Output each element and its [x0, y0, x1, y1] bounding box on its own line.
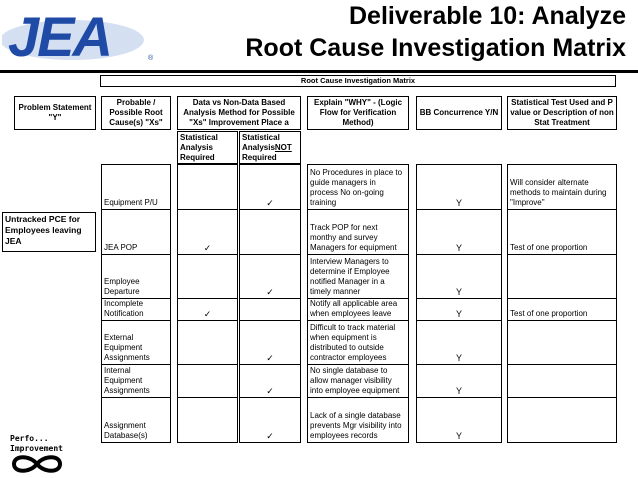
cause-cell: JEA POP — [101, 209, 171, 255]
stat-required-cell — [177, 364, 238, 398]
why-cell: No single database to allow manager visibility into employee equipment — [307, 364, 409, 398]
why-cell: Interview Managers to determine if Employee notified Manager in a timely manner — [307, 254, 409, 299]
problem-statement: Untracked PCE for Employees leaving JEA — [2, 212, 96, 252]
why-cell: Track POP for next monthy and survey Managers for equipment — [307, 209, 409, 255]
stat-not-required-cell — [239, 298, 301, 321]
stat-not-required-cell: ✓ — [239, 164, 301, 210]
bb-cell: Y — [416, 298, 502, 321]
svg-text:®: ® — [148, 55, 154, 62]
stat-not-required-cell: ✓ — [239, 364, 301, 398]
stat-required-cell: ✓ — [177, 209, 238, 255]
cause-cell: Internal Equipment Assignments — [101, 364, 171, 398]
stat-test-cell — [507, 320, 617, 365]
stat-required-cell — [177, 397, 238, 443]
bb-cell: Y — [416, 254, 502, 299]
stat-required-cell — [177, 254, 238, 299]
stat-test-cell — [507, 254, 617, 299]
header-stat-required: Statistical Analysis Required — [177, 131, 238, 164]
bb-cell: Y — [416, 209, 502, 255]
stat-not-required-cell: ✓ — [239, 254, 301, 299]
page-title-line1: Deliverable 10: Analyze — [349, 2, 626, 30]
why-cell: Lack of a single database prevents Mgr visibility into employees records — [307, 397, 409, 443]
footer-text: Perfo... Improvement — [10, 434, 63, 453]
why-cell: Difficult to track material when equipment is distributed to outside contractor employees — [307, 320, 409, 365]
stat-not-required-cell — [239, 209, 301, 255]
stat-test-cell: Test of one proportion — [507, 209, 617, 255]
header-stat: Statistical Test Used and P value or Description of non Stat Treatment — [507, 96, 617, 130]
header-bb: BB Concurrence Y/N — [416, 96, 502, 130]
stat-not-required-cell: ✓ — [239, 397, 301, 443]
stat-test-cell: Will consider alternate methods to maintain during "Improve" — [507, 164, 617, 210]
cause-cell: External Equipment Assignments — [101, 320, 171, 365]
logo-text: JEA — [8, 5, 111, 68]
header-problem: Problem Statement "Y" — [14, 96, 96, 130]
page-title-line2: Root Cause Investigation Matrix — [245, 34, 626, 62]
matrix-banner: Root Cause Investigation Matrix — [100, 75, 616, 87]
cause-cell: Assignment Database(s) — [101, 397, 171, 443]
jea-logo — [2, 4, 162, 68]
stat-test-cell — [507, 397, 617, 443]
header-method: Data vs Non-Data Based Analysis Method for Possible "Xs" Improvement Place a — [177, 96, 301, 130]
why-cell: No Procedures in place to guide managers in process No on-going training — [307, 164, 409, 210]
cause-cell: Incomplete Notification — [101, 298, 171, 321]
header-stat-not-required: Statistical AnalysisNOT Required — [239, 131, 301, 164]
header-explain: Explain "WHY" - (Logic Flow for Verification Method) — [307, 96, 409, 130]
infinity-icon — [8, 452, 66, 476]
stat-required-cell — [177, 320, 238, 365]
bb-cell: Y — [416, 364, 502, 398]
stat-required-cell: ✓ — [177, 298, 238, 321]
stat-not-required-cell: ✓ — [239, 320, 301, 365]
header-causes: Probable / Possible Root Cause(s) "Xs" — [101, 96, 171, 130]
stat-test-cell — [507, 364, 617, 398]
cause-cell: Employee Departure — [101, 254, 171, 299]
bb-cell: Y — [416, 397, 502, 443]
stat-test-cell: Test of one proportion — [507, 298, 617, 321]
why-cell: Notify all applicable area when employees leave — [307, 298, 409, 321]
bb-cell: Y — [416, 164, 502, 210]
cause-cell: Equipment P/U — [101, 164, 171, 210]
stat-required-cell — [177, 164, 238, 210]
title-rule — [0, 70, 638, 73]
bb-cell: Y — [416, 320, 502, 365]
